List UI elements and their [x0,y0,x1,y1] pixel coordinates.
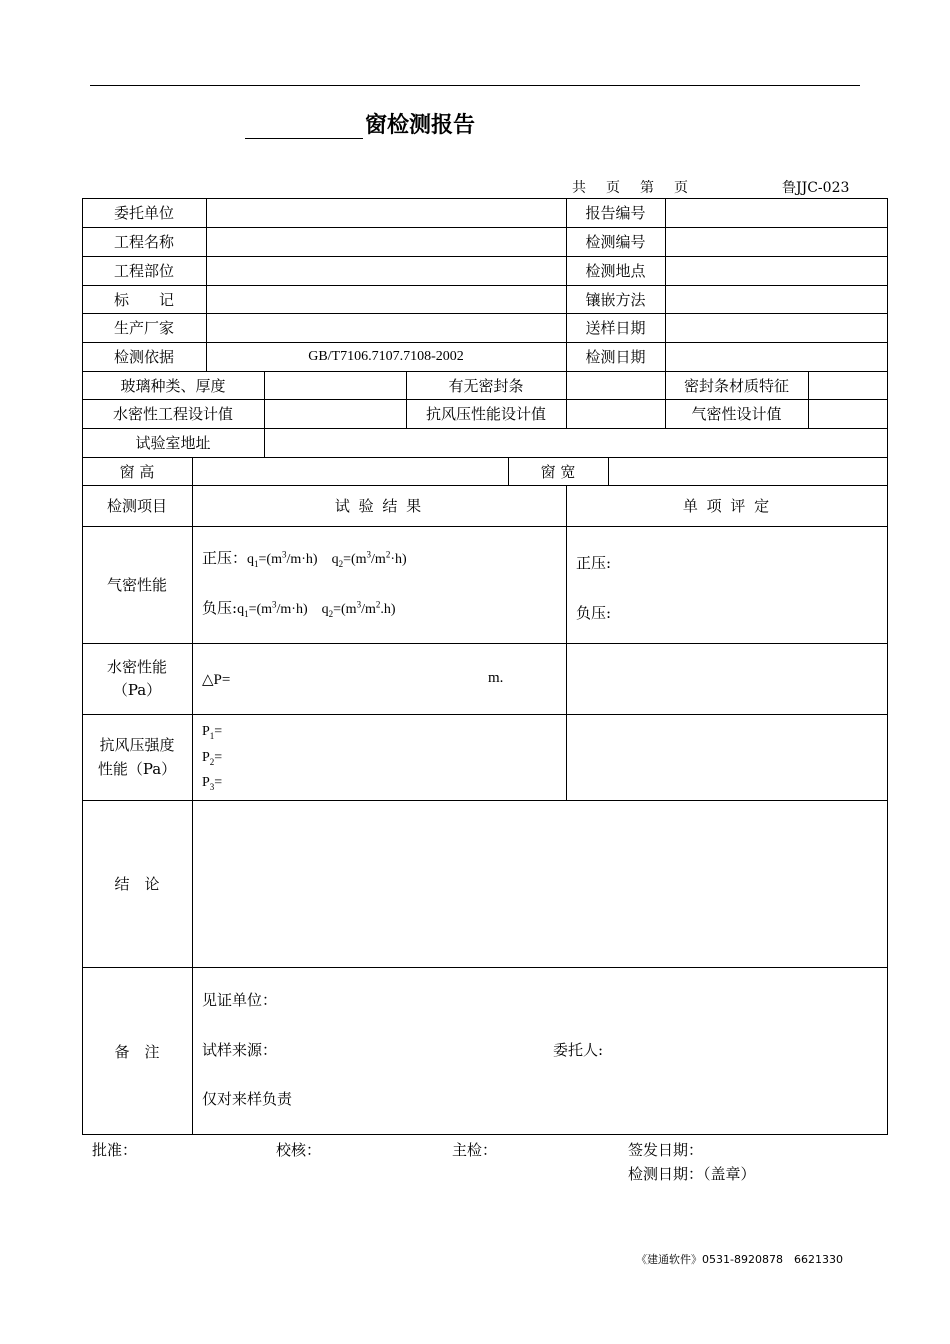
conclusion-label: 结 论 [114,875,160,893]
wind-pressure-label: 抗风压强度 性能（Pa） [97,736,177,778]
review-signature: 校核： [276,1141,322,1159]
wind-p3: $P_3=$ [202,775,223,792]
item-judge-header: 单 项 评 定 [682,497,772,515]
window-height-label: 窗 高 [119,462,155,481]
project-name-label: 工程名称 [113,233,174,251]
wind-design-label: 抗风压性能设计值 [425,405,546,423]
window-type-blank[interactable] [245,112,363,139]
test-number-label: 检测编号 [585,233,646,251]
air-judge-positive: 正压: [576,554,612,572]
page-title: 窗检测报告 [245,108,475,139]
window-width-label: 窗 宽 [540,462,576,481]
water-tightness-label: 水密性能 （Pa） [106,657,167,699]
client-person: 委托人: [553,1041,604,1059]
responsibility-note: 仅对来样负责 [202,1090,293,1108]
test-location-label: 检测地点 [585,262,646,280]
remarks-label: 备 注 [114,1042,160,1061]
air-positive-formula: 正压：$q_1=(m^3/m\cdot h)$ $q_2=(m^3/m^2\cdot h)$ [202,549,407,569]
mark-label: 标 记 [113,290,174,309]
test-date-stamp: 检测日期：（盖章） [628,1165,756,1183]
water-dp: △P= [202,672,231,688]
water-unit: m. [488,670,504,686]
manufacturer-label: 生产厂家 [113,319,174,337]
test-basis-value: GB/T7106.7107.7108-2002 [308,348,464,364]
air-design-label: 气密性设计值 [691,405,782,423]
form-code: 鲁JJC-023 [782,180,850,196]
sample-source: 试样来源： [202,1041,278,1059]
sample-date-label: 送样日期 [585,319,646,337]
air-tightness-label: 气密性能 [106,576,167,594]
copyright-footer: 《建通软件》0531-8920878 6621330 [636,1253,843,1266]
main-tester-signature: 主检： [452,1141,498,1159]
issue-date: 签发日期： [628,1141,704,1159]
test-date-label: 检测日期 [585,348,646,366]
client-unit-label: 委托单位 [113,204,174,222]
page-counter: 共 页 第 页 [572,180,688,196]
glazing-method-label: 镶嵌方法 [585,290,646,309]
seal-strip-label: 有无密封条 [448,376,524,395]
top-rule [90,85,860,86]
glass-type-label: 玻璃种类、厚度 [120,376,226,395]
report-number-field[interactable] [666,199,887,226]
report-number-label: 报告编号 [585,204,646,222]
test-item-header: 检测项目 [106,497,167,515]
test-result-header: 试 验 结 果 [334,497,424,515]
approve-signature: 批准： [92,1141,138,1159]
air-judge-negative: 负压: [576,604,612,622]
air-negative-formula: 负压$:q_1=(m^3/m\cdot h)$ $q_2=(m^3/m^2.h)$ [202,599,396,619]
witness-unit: 见证单位： [202,991,278,1009]
conclusion-field[interactable] [193,801,887,966]
lab-address-label: 试验室地址 [135,434,211,452]
wind-p2: $P_2=$ [202,750,223,767]
project-part-label: 工程部位 [113,262,174,280]
water-design-label: 水密性工程设计值 [112,405,233,423]
seal-material-label: 密封条材质特征 [683,376,789,395]
wind-p1: $P_1=$ [202,724,223,741]
test-basis-label: 检测依据 [113,348,174,366]
client-unit-field[interactable] [207,199,565,226]
